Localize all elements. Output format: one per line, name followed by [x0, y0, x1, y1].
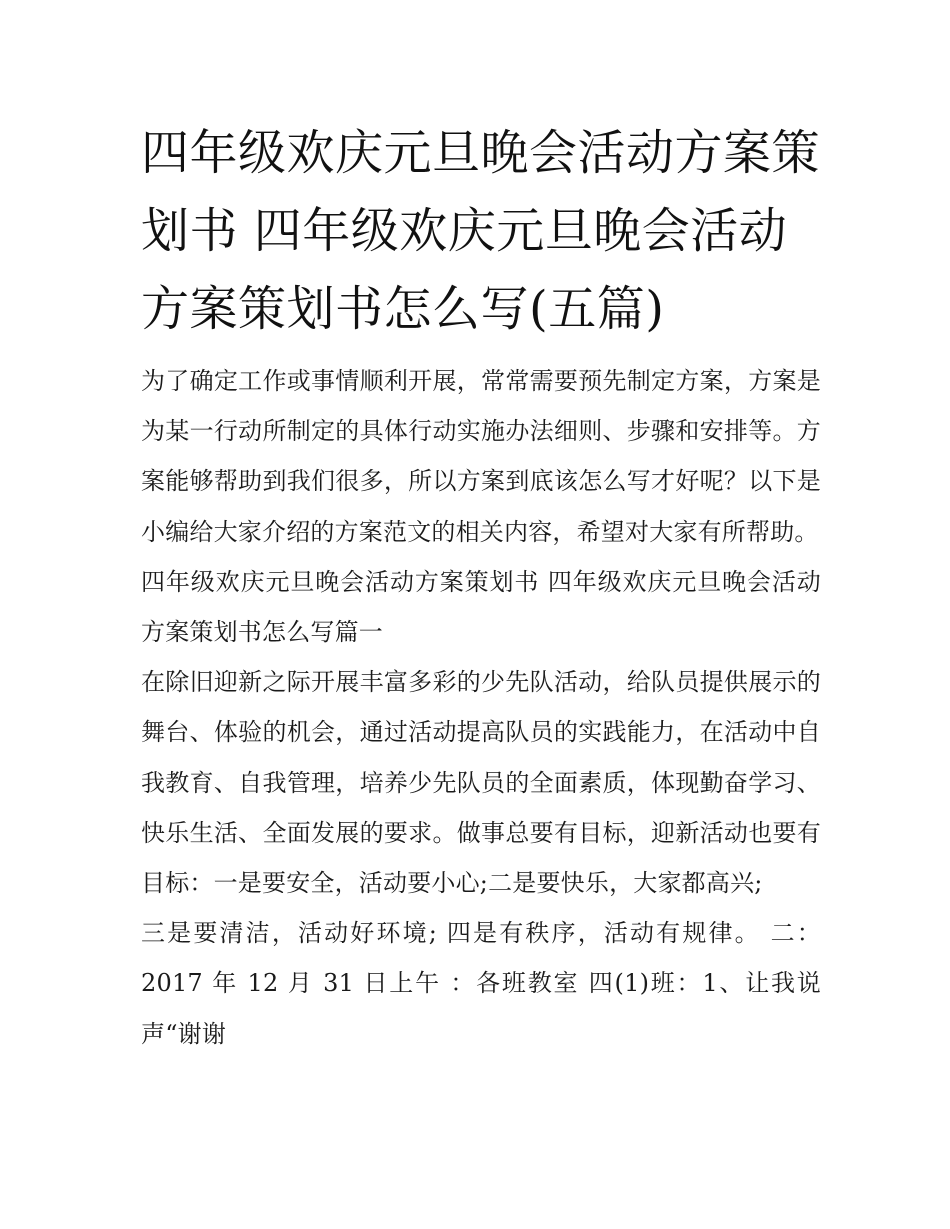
body-paragraph: 在除旧迎新之际开展丰富多彩的少先队活动，给队员提供展示的舞台、体验的机会，通过活动提高队员的实践能力，在活动中自我教育、自我管理，培养少先队员的全面素质，体现勤奋学习、快乐生活、全面发展的要求。做事总要有目标，迎新活动也要有目标：一是要安全，活动要小心;二是要快乐，大家都高兴; [141, 668, 821, 898]
intro-paragraph: 为了确定工作或事情顺利开展，常常需要预先制定方案，方案是为某一行动所制定的具体行动实施办法细则、步骤和安排等。方案能够帮助到我们很多，所以方案到底该怎么写才好呢？以下是小编给大家介绍的方案范文的相关内容，希望对大家有所帮助。 [141, 367, 821, 546]
document-body [141, 356, 821, 1059]
section-heading: 四年级欢庆元旦晚会活动方案策划书 四年级欢庆元旦晚会活动方案策划书怎么写篇一 [141, 567, 821, 647]
body-paragraph: 三是要清洁，活动好环境; 四是有秩序，活动有规律。 二：2017 年 12 月 31 日上午 ：各班教室 四(1)班：1、让我说声“谢谢 [141, 919, 821, 1048]
document-title: 四年级欢庆元旦晚会活动方案策划书 四年级欢庆元旦晚会活动方案策划书怎么写(五篇) [141, 125, 821, 337]
